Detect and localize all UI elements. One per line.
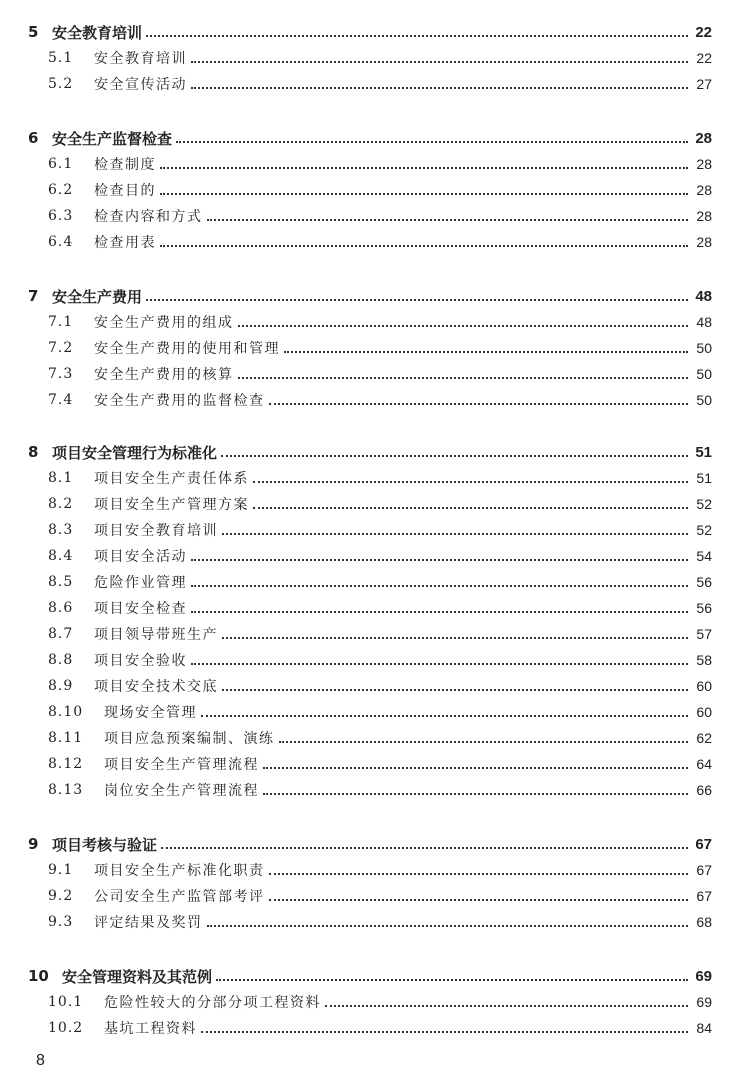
section-number: 7.4 <box>48 392 74 408</box>
section-page: 27 <box>696 76 712 92</box>
dot-leader <box>253 506 688 509</box>
section-title: 项目安全技术交底 <box>94 679 218 695</box>
dot-leader <box>263 766 688 769</box>
toc-section-8-2[interactable] <box>28 491 712 517</box>
section-title: 安全生产费用的组成 <box>94 315 234 331</box>
section-page: 28 <box>696 208 712 224</box>
section-page: 64 <box>696 756 712 772</box>
dot-leader <box>253 480 688 483</box>
chapter-number: 10 <box>28 967 49 985</box>
section-number: 8.2 <box>48 496 74 512</box>
section-number: 9.3 <box>48 914 74 930</box>
chapter-page: 48 <box>695 287 712 305</box>
toc-section-8-11[interactable] <box>28 725 712 751</box>
dot-leader <box>160 244 688 247</box>
section-page: 69 <box>696 994 712 1010</box>
section-title: 评定结果及奖罚 <box>94 915 203 931</box>
toc-chapter-5[interactable] <box>28 19 712 45</box>
section-page: 56 <box>696 574 712 590</box>
section-page: 68 <box>696 914 712 930</box>
dot-leader <box>146 34 688 37</box>
section-number: 8.13 <box>48 782 84 798</box>
section-title: 项目应急预案编制、演练 <box>104 731 275 747</box>
chapter-title: 安全管理资料及其范例 <box>62 967 213 986</box>
dot-leader <box>269 402 689 405</box>
dot-leader <box>279 740 689 743</box>
dot-leader <box>161 846 688 849</box>
toc-section-8-13[interactable] <box>28 777 712 803</box>
section-page: 50 <box>696 340 712 356</box>
section-number: 6.3 <box>48 208 74 224</box>
section-number: 5.1 <box>48 50 74 66</box>
section-title: 公司安全生产监管部考评 <box>94 889 265 905</box>
section-title: 基坑工程资料 <box>104 1021 197 1037</box>
dot-leader <box>222 532 688 535</box>
section-number: 5.2 <box>48 76 74 92</box>
toc-section-8-1[interactable] <box>28 465 712 491</box>
section-title: 项目领导带班生产 <box>94 627 218 643</box>
toc-section-7-2[interactable] <box>28 335 712 361</box>
section-title: 岗位安全生产管理流程 <box>104 783 259 799</box>
dot-leader <box>269 898 689 901</box>
toc-section-7-3[interactable] <box>28 361 712 387</box>
section-number: 8.10 <box>48 704 84 720</box>
section-page: 50 <box>696 366 712 382</box>
dot-leader <box>284 350 688 353</box>
section-title: 项目安全生产管理流程 <box>104 757 259 773</box>
section-title: 检查目的 <box>94 183 156 199</box>
dot-leader <box>191 86 688 89</box>
section-number: 8.5 <box>48 574 74 590</box>
section-title: 项目安全检查 <box>94 601 187 617</box>
section-number: 7.2 <box>48 340 74 356</box>
section-page: 58 <box>696 652 712 668</box>
section-page: 57 <box>696 626 712 642</box>
toc-section-7-1[interactable] <box>28 309 712 335</box>
chapter-page: 51 <box>695 443 712 461</box>
toc-section-6-1[interactable] <box>28 151 712 177</box>
toc-section-8-8[interactable] <box>28 647 712 673</box>
chapter-page: 28 <box>695 129 712 147</box>
section-title: 检查用表 <box>94 235 156 251</box>
section-title: 项目安全生产管理方案 <box>94 497 249 513</box>
dot-leader <box>207 218 689 221</box>
chapter-title: 安全生产费用 <box>52 287 143 306</box>
section-title: 危险作业管理 <box>94 575 187 591</box>
chapter-title: 安全教育培训 <box>52 23 143 42</box>
dot-leader <box>263 792 688 795</box>
section-number: 8.8 <box>48 652 74 668</box>
toc-section-8-5[interactable] <box>28 569 712 595</box>
section-page: 28 <box>696 156 712 172</box>
dot-leader <box>269 872 689 875</box>
section-title: 项目安全生产责任体系 <box>94 471 249 487</box>
dot-leader <box>238 324 689 327</box>
page-number: 8 <box>36 1052 45 1069</box>
toc-section-5-2[interactable] <box>28 71 712 97</box>
dot-leader <box>238 376 689 379</box>
dot-leader <box>221 454 688 457</box>
chapter-number: 5 <box>28 23 39 41</box>
chapter-number: 8 <box>28 443 39 461</box>
dot-leader <box>207 924 689 927</box>
toc-section-8-9[interactable] <box>28 673 712 699</box>
chapter-number: 7 <box>28 287 39 305</box>
section-number: 9.2 <box>48 888 74 904</box>
toc-section-8-6[interactable] <box>28 595 712 621</box>
dot-leader <box>201 1030 688 1033</box>
section-title: 安全教育培训 <box>94 51 187 67</box>
section-title: 检查制度 <box>94 157 156 173</box>
dot-leader <box>191 610 688 613</box>
section-number: 10.2 <box>48 1020 84 1036</box>
toc-section-9-3[interactable] <box>28 909 712 935</box>
section-title: 安全生产费用的核算 <box>94 367 234 383</box>
toc-section-8-7[interactable] <box>28 621 712 647</box>
chapter-page: 67 <box>695 835 712 853</box>
toc-section-6-4[interactable] <box>28 229 712 255</box>
dot-leader <box>325 1004 688 1007</box>
section-number: 7.1 <box>48 314 74 330</box>
section-number: 6.1 <box>48 156 74 172</box>
section-page: 51 <box>696 470 712 486</box>
section-title: 检查内容和方式 <box>94 209 203 225</box>
toc-chapter-8[interactable] <box>28 439 712 465</box>
chapter-page: 69 <box>695 967 712 985</box>
section-page: 60 <box>696 678 712 694</box>
chapter-title: 项目安全管理行为标准化 <box>52 443 218 462</box>
toc-section-6-2[interactable] <box>28 177 712 203</box>
section-number: 8.12 <box>48 756 84 772</box>
section-page: 60 <box>696 704 712 720</box>
toc-chapter-9[interactable] <box>28 831 712 857</box>
chapter-title: 项目考核与验证 <box>52 835 158 854</box>
toc-section-8-3[interactable] <box>28 517 712 543</box>
section-number: 8.6 <box>48 600 74 616</box>
dot-leader <box>222 636 688 639</box>
section-number: 7.3 <box>48 366 74 382</box>
section-title: 项目安全生产标准化职责 <box>94 863 265 879</box>
dot-leader <box>191 584 688 587</box>
dot-leader <box>160 166 688 169</box>
section-number: 8.11 <box>48 730 84 746</box>
toc-section-9-2[interactable] <box>28 883 712 909</box>
toc-section-8-10[interactable] <box>28 699 712 725</box>
dot-leader <box>191 558 688 561</box>
dot-leader <box>176 140 688 143</box>
dot-leader <box>191 662 688 665</box>
toc-section-5-1[interactable] <box>28 45 712 71</box>
section-number: 6.4 <box>48 234 74 250</box>
section-page: 28 <box>696 234 712 250</box>
section-page: 48 <box>696 314 712 330</box>
section-page: 66 <box>696 782 712 798</box>
section-title: 项目安全验收 <box>94 653 187 669</box>
section-number: 8.1 <box>48 470 74 486</box>
dot-leader <box>191 60 688 63</box>
chapter-number: 9 <box>28 835 39 853</box>
section-page: 54 <box>696 548 712 564</box>
section-page: 50 <box>696 392 712 408</box>
section-number: 8.7 <box>48 626 74 642</box>
toc-chapter-7[interactable] <box>28 283 712 309</box>
section-page: 28 <box>696 182 712 198</box>
chapter-page: 22 <box>695 23 712 41</box>
toc-section-9-1[interactable] <box>28 857 712 883</box>
section-number: 8.3 <box>48 522 74 538</box>
toc-chapter-10[interactable] <box>28 963 712 989</box>
dot-leader <box>216 978 688 981</box>
section-page: 52 <box>696 496 712 512</box>
toc-section-8-12[interactable] <box>28 751 712 777</box>
section-number: 9.1 <box>48 862 74 878</box>
section-title: 现场安全管理 <box>104 705 197 721</box>
section-page: 67 <box>696 862 712 878</box>
section-page: 52 <box>696 522 712 538</box>
section-page: 67 <box>696 888 712 904</box>
section-title: 项目安全活动 <box>94 549 187 565</box>
section-title: 危险性较大的分部分项工程资料 <box>104 995 321 1011</box>
section-title: 安全生产费用的监督检查 <box>94 393 265 409</box>
toc-chapter-6[interactable] <box>28 125 712 151</box>
section-page: 62 <box>696 730 712 746</box>
chapter-title: 安全生产监督检查 <box>52 129 173 148</box>
section-number: 8.9 <box>48 678 74 694</box>
section-title: 安全宣传活动 <box>94 77 187 93</box>
toc-section-10-1[interactable] <box>28 989 712 1015</box>
toc-section-10-2[interactable] <box>28 1015 712 1041</box>
section-title: 项目安全教育培训 <box>94 523 218 539</box>
dot-leader <box>201 714 688 717</box>
dot-leader <box>222 688 688 691</box>
section-number: 6.2 <box>48 182 74 198</box>
toc-section-7-4[interactable] <box>28 387 712 413</box>
section-page: 22 <box>696 50 712 66</box>
section-page: 56 <box>696 600 712 616</box>
section-title: 安全生产费用的使用和管理 <box>94 341 280 357</box>
section-number: 10.1 <box>48 994 84 1010</box>
toc-section-8-4[interactable] <box>28 543 712 569</box>
dot-leader <box>146 298 688 301</box>
toc-section-6-3[interactable] <box>28 203 712 229</box>
dot-leader <box>160 192 688 195</box>
chapter-number: 6 <box>28 129 39 147</box>
section-number: 8.4 <box>48 548 74 564</box>
section-page: 84 <box>696 1020 712 1036</box>
